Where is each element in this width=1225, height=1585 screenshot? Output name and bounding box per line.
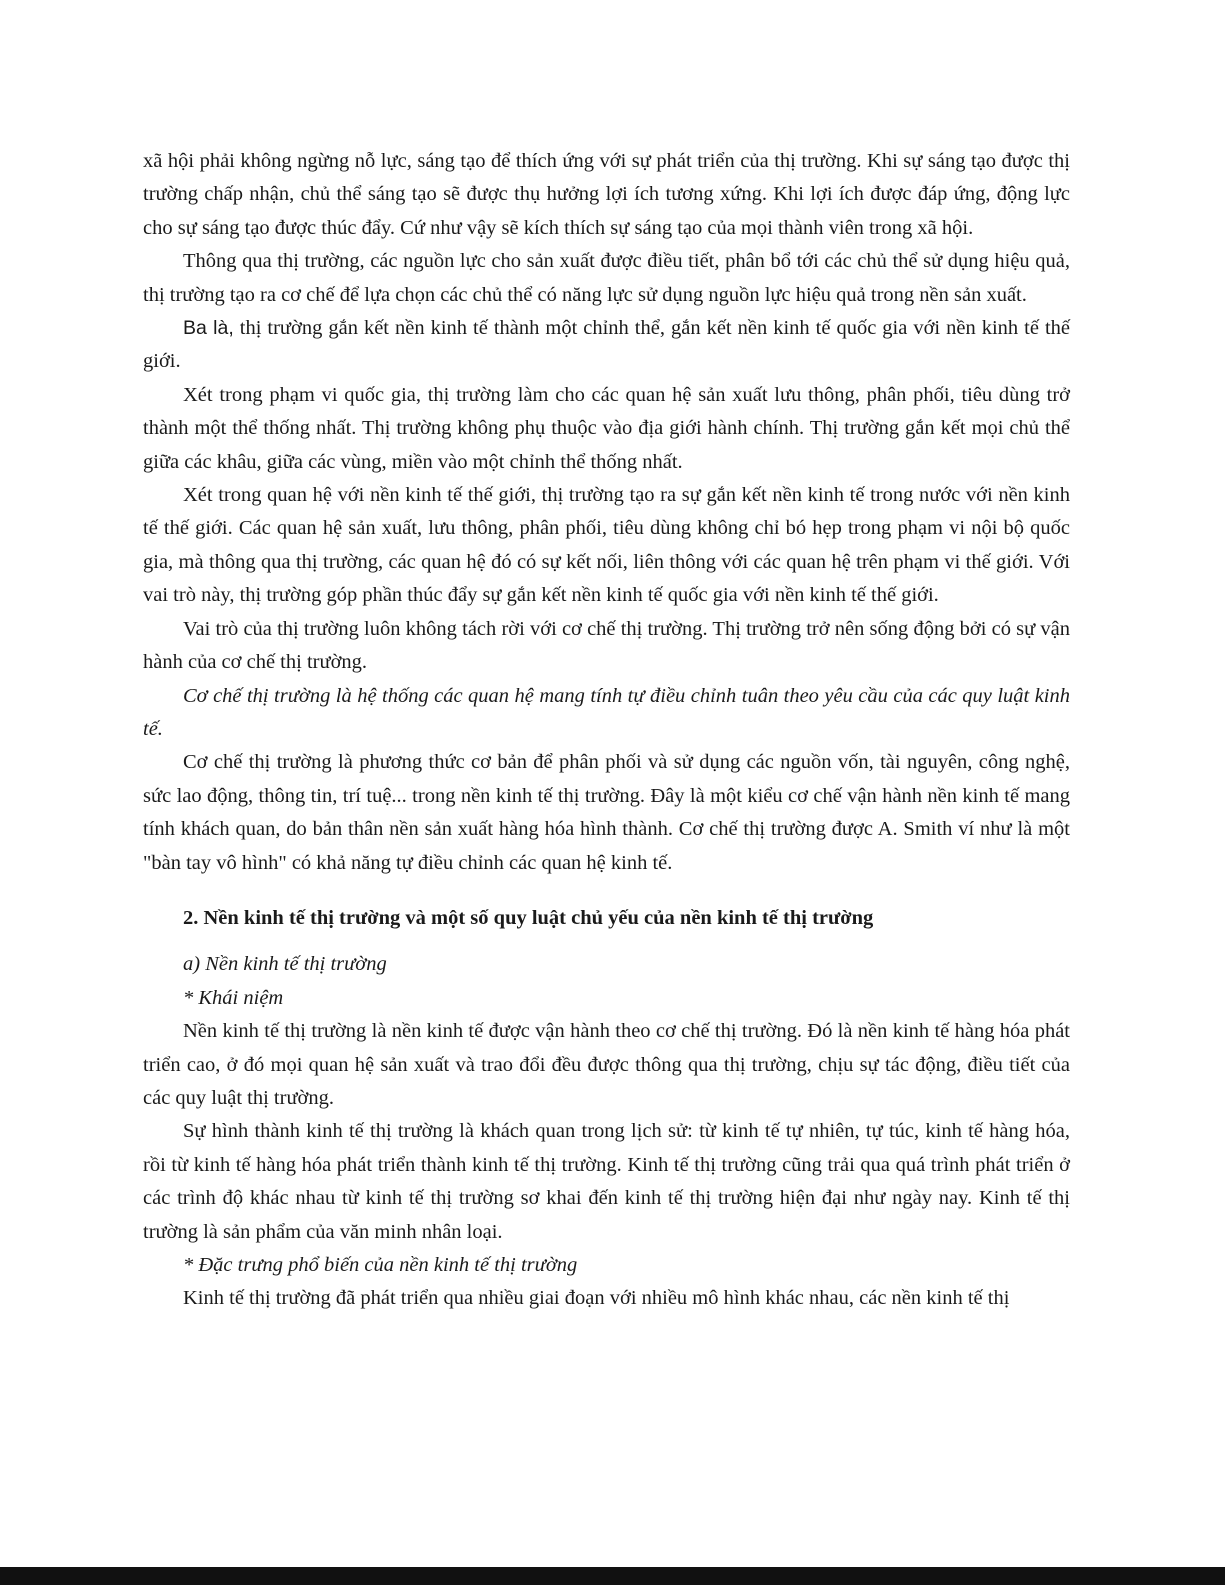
paragraph-resources: Thông qua thị trường, các nguồn lực cho sản xuất được điều tiết, phân bổ tới các chủ thể sử dụng hiệu quả, thị trường tạo ra cơ chế để lựa chọn các chủ thể có năng lực sử dụng nguồn lực hiệu quả trong nền sản xuất. (143, 250, 1070, 306)
paragraph-concept-definition: Nền kinh tế thị trường là nền kinh tế được vận hành theo cơ chế thị trường. Đó là nền kinh tế hàng hóa phát triển cao, ở đó mọi quan hệ sản xuất và trao đổi đều được thông qua thị trường, chịu sự tác động, điều tiết của các quy luật thị trường. (143, 1020, 1070, 1109)
paragraph-mechanism-method: Cơ chế thị trường là phương thức cơ bản để phân phối và sử dụng các nguồn vốn, tài nguyên, công nghệ, sức lao động, thông tin, trí tuệ... trong nền kinh tế thị trường. Đây là một kiểu cơ chế vận hành nền kinh tế mang tính khách quan, do bản thân nền sản xuất hàng hóa hình thành. Cơ chế thị trường được A. Smith ví như là một "bàn tay vô hình" có khả năng tự điều chỉnh các quan hệ kinh tế. (143, 751, 1070, 874)
third-role-text: thị trường gắn kết nền kinh tế thành một chỉnh thể, gắn kết nền kinh tế quốc gia với nền kinh tế thế giới. (143, 317, 1070, 373)
paragraph-features-start: Kinh tế thị trường đã phát triển qua nhiều giai đoạn với nhiều mô hình khác nhau, các nền kinh tế thị (183, 1287, 1010, 1310)
paragraph-third-role (143, 312, 1070, 379)
paragraph-creativity: xã hội phải không ngừng nỗ lực, sáng tạo để thích ứng với sự phát triển của thị trường. Khi sự sáng tạo được thị trường chấp nhận, chủ thể sáng tạo sẽ được thụ hưởng lợi ích tương xứng. Khi lợi ích được đáp ứng, động lực cho sự sáng tạo được thúc đẩy. Cứ như vậy sẽ kích thích sự sáng tạo của mọi thành viên trong xã hội. (143, 150, 1070, 239)
paragraph-concept-history: Sự hình thành kinh tế thị trường là khách quan trong lịch sử: từ kinh tế tự nhiên, tự túc, kinh tế hàng hóa, rồi từ kinh tế hàng hóa phát triển thành kinh tế thị trường. Kinh tế thị trường cũng trải qua quá trình phát triển ở các trình độ khác nhau từ kinh tế thị trường sơ khai đến kinh tế thị trường hiện đại như ngày nay. Kinh tế thị trường là sản phẩm của văn minh nhân loại. (143, 1120, 1070, 1243)
section-heading: 2. Nền kinh tế thị trường và một số quy luật chủ yếu của nền kinh tế thị trường (183, 906, 874, 929)
page-bottom-edge (0, 1567, 1225, 1585)
third-role-lead: Ba là, (183, 317, 234, 340)
paragraph-national-scope: Xét trong phạm vi quốc gia, thị trường làm cho các quan hệ sản xuất lưu thông, phân phối, tiêu dùng trở thành một thể thống nhất. Thị trường không phụ thuộc vào địa giới hành chính. Thị trường gắn kết mọi chủ thể giữa các khâu, giữa các vùng, miền vào một chỉnh thể thống nhất. (143, 383, 1070, 473)
sub-heading-concept: * Khái niệm (183, 986, 284, 1009)
document-page (143, 145, 1070, 1316)
paragraph-mechanism-definition: Cơ chế thị trường là hệ thống các quan hệ mang tính tự điều chỉnh tuân theo yêu cầu của các quy luật kinh tế. (143, 684, 1070, 740)
paragraph-market-mechanism-role: Vai trò của thị trường luôn không tách rời với cơ chế thị trường. Thị trường trở nên sống động bởi có sự vận hành của cơ chế thị trường. (143, 617, 1070, 674)
paragraph-world-economy: Xét trong quan hệ với nền kinh tế thế giới, thị trường tạo ra sự gắn kết nền kinh tế trong nước với nền kinh tế thế giới. Các quan hệ sản xuất, lưu thông, phân phối, tiêu dùng không chỉ bó hẹp trong phạm vi nội bộ quốc gia, mà thông qua thị trường, các quan hệ đó có sự kết nối, liên thông với các quan hệ trên phạm vi thế giới. Với vai trò này, thị trường góp phần thúc đẩy sự gắn kết nền kinh tế quốc gia với nền kinh tế thế giới. (143, 484, 1070, 607)
sub-heading-features: * Đặc trưng phổ biến của nền kinh tế thị trường (183, 1254, 578, 1276)
sub-heading-market-economy: a) Nền kinh tế thị trường (183, 953, 387, 976)
